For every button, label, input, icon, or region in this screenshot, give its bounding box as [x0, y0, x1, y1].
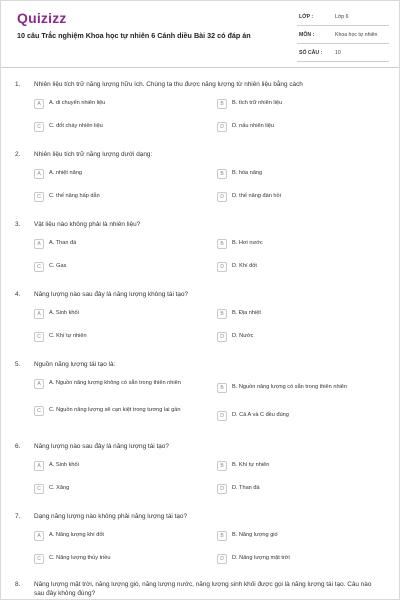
option-a[interactable] — [34, 169, 189, 179]
option-d[interactable] — [217, 411, 372, 421]
meta-row-question-count — [297, 47, 389, 62]
option-c[interactable] — [34, 406, 189, 416]
meta-value: Lớp 6 — [335, 14, 349, 20]
option-text: A. Sinh khối — [49, 310, 79, 317]
option-b[interactable] — [217, 383, 372, 393]
worksheet-title: 10 câu Trắc nghiệm Khoa học tự nhiên 6 Cánh diều Bài 32 có đáp án — [17, 31, 251, 40]
option-c[interactable] — [34, 122, 189, 132]
question-number: 1. — [15, 81, 21, 88]
option-a[interactable] — [34, 379, 189, 389]
option-d[interactable] — [217, 262, 372, 272]
option-letter: C — [34, 122, 44, 132]
option-letter: B — [217, 169, 227, 179]
option-letter: D — [217, 554, 227, 564]
option-a[interactable] — [34, 309, 189, 319]
option-letter: C — [34, 262, 44, 272]
question-number: 8. — [15, 581, 21, 588]
option-text: B. Hơi nước — [232, 240, 263, 247]
option-text: D. Nước — [232, 333, 254, 340]
question-text: Nhiên liệu tích trữ năng lượng hữu ích. Chúng ta thu được năng lượng từ nhiên liệu bằng cách — [34, 81, 303, 88]
worksheet-header — [1, 1, 399, 65]
option-text: D. Khí đốt — [232, 263, 257, 270]
option-b[interactable] — [217, 531, 372, 541]
option-text: B. Khí tự nhiên — [232, 462, 270, 469]
question-text: Nhiên liệu tích trữ năng lượng dưới dạng: — [34, 151, 153, 158]
option-text: D. Năng lượng mặt trời — [232, 555, 290, 562]
option-letter: D — [217, 484, 227, 494]
option-letter: D — [217, 192, 227, 202]
question-text: Năng lượng mặt trời, năng lượng gió, năng lượng nước, năng lượng sinh khối được gọi là năng lượng tái tạo. Câu nào sau đây không đúng? — [34, 581, 372, 597]
option-text: A. di chuyển nhiên liệu — [49, 100, 106, 107]
option-text: C. Xăng — [49, 485, 70, 492]
option-text: C. đốt cháy nhiên liệu — [49, 123, 103, 130]
option-c[interactable] — [34, 554, 189, 564]
question-number: 5. — [15, 361, 21, 368]
question-number: 4. — [15, 291, 21, 298]
option-letter: B — [217, 309, 227, 319]
option-c[interactable] — [34, 332, 189, 342]
question-text: Dạng năng lượng nào không phải năng lượng tái tạo? — [34, 513, 188, 520]
option-b[interactable] — [217, 239, 372, 249]
worksheet-meta — [297, 11, 389, 65]
option-letter: B — [217, 531, 227, 541]
meta-value: Khoa học tự nhiên — [335, 32, 378, 38]
question-number: 7. — [15, 513, 21, 520]
option-c[interactable] — [34, 192, 189, 202]
option-text: C. Năng lượng thủy triều — [49, 555, 111, 562]
option-letter: C — [34, 332, 44, 342]
option-b[interactable] — [217, 99, 372, 109]
question-text: Năng lượng nào sau đây là năng lượng tái tạo? — [34, 443, 169, 450]
meta-value: 10 — [335, 50, 341, 56]
option-b[interactable] — [217, 169, 372, 179]
option-letter: B — [217, 99, 227, 109]
option-text: D. thế năng đàn hồi — [232, 193, 281, 200]
option-letter: A — [34, 239, 44, 249]
option-letter: A — [34, 531, 44, 541]
option-text: C. Nguồn năng lượng sẽ cạn kiệt trong tương lai gần — [49, 407, 181, 414]
option-a[interactable] — [34, 531, 189, 541]
option-text: C. Gas — [49, 263, 67, 270]
option-letter: A — [34, 99, 44, 109]
option-text: A. Năng lượng khí đốt — [49, 532, 104, 539]
option-letter: A — [34, 169, 44, 179]
meta-row-subject — [297, 29, 389, 44]
meta-label: SỐ CÂU : — [299, 50, 323, 56]
meta-label: MÔN : — [299, 32, 315, 38]
option-letter: B — [217, 383, 227, 393]
question-text: Vật liệu nào không phải là nhiên liệu? — [34, 221, 141, 228]
option-text: B. Năng lượng gió — [232, 532, 278, 539]
option-letter: B — [217, 461, 227, 471]
option-text: B. Nguồn năng lượng có sẵn trong thiên nhiên — [232, 384, 348, 391]
option-d[interactable] — [217, 554, 372, 564]
question-number: 3. — [15, 221, 21, 228]
option-text: D. Than đá — [232, 485, 260, 492]
option-letter: D — [217, 332, 227, 342]
option-text: A. Nguồn năng lượng không có sẵn trong thiên nhiên — [49, 380, 181, 387]
option-text: B. Địa nhiệt — [232, 310, 261, 317]
quizizz-logo: Quizizz — [17, 10, 67, 26]
option-text: A. Sinh khối — [49, 462, 79, 469]
option-text: B. hóa năng — [232, 170, 263, 177]
option-a[interactable] — [34, 239, 189, 249]
meta-label: LỚP : — [299, 14, 314, 20]
option-text: C. thế năng hấp dẫn — [49, 193, 100, 200]
option-text: D. Cả A và C đều đúng — [232, 412, 289, 419]
option-text: D. nấu nhiên liệu — [232, 123, 274, 130]
option-text: A. nhiệt năng — [49, 170, 82, 177]
option-letter: D — [217, 122, 227, 132]
option-letter: C — [34, 192, 44, 202]
option-b[interactable] — [217, 461, 372, 471]
header-divider — [1, 67, 399, 68]
option-letter: C — [34, 406, 44, 416]
option-c[interactable] — [34, 484, 189, 494]
option-d[interactable] — [217, 332, 372, 342]
option-text: B. tích trữ nhiên liệu — [232, 100, 283, 107]
question-number: 6. — [15, 443, 21, 450]
question-text: Năng lượng nào sau đây là năng lượng không tái tạo? — [34, 291, 189, 298]
meta-row-grade — [297, 11, 389, 26]
option-a[interactable] — [34, 461, 189, 471]
option-letter: D — [217, 411, 227, 421]
option-text: C. Khí tự nhiên — [49, 333, 87, 340]
option-letter: B — [217, 239, 227, 249]
option-a[interactable] — [34, 99, 189, 109]
option-d[interactable] — [217, 122, 372, 132]
option-letter: A — [34, 379, 44, 389]
option-d[interactable] — [217, 484, 372, 494]
option-letter: A — [34, 461, 44, 471]
option-letter: C — [34, 484, 44, 494]
option-text: A. Than đá — [49, 240, 77, 247]
option-c[interactable] — [34, 262, 189, 272]
option-b[interactable] — [217, 309, 372, 319]
option-d[interactable] — [217, 192, 372, 202]
option-letter: A — [34, 309, 44, 319]
option-letter: D — [217, 262, 227, 272]
question-number: 2. — [15, 151, 21, 158]
option-letter: C — [34, 554, 44, 564]
question-text: Nguồn năng lượng tái tạo là: — [34, 361, 116, 368]
